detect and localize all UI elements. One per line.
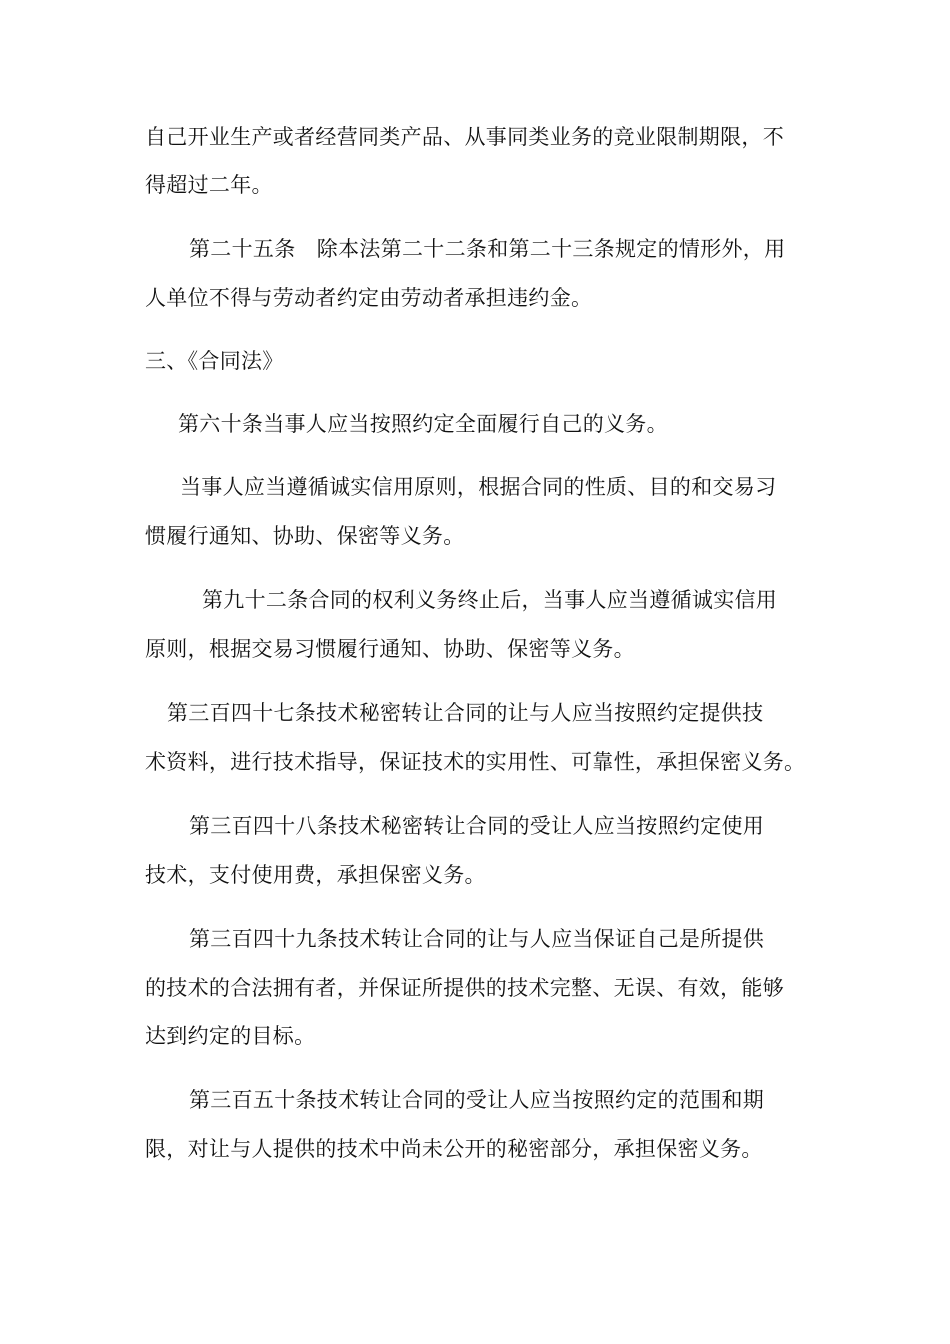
paragraph-line: 第六十条当事人应当按照约定全面履行自己的义务。 — [178, 412, 668, 436]
paragraph-line: 达到约定的目标。 — [145, 1024, 316, 1048]
section-heading: 三、《合同法》 — [145, 349, 284, 373]
paragraph-line: 限，对让与人提供的技术中尚未公开的秘密部分，承担保密义务。 — [145, 1137, 763, 1161]
paragraph-line: 第三百四十八条技术秘密转让合同的受让人应当按照约定使用 — [189, 814, 765, 838]
paragraph-line: 自己开业生产或者经营同类产品、从事同类业务的竞业限制期限，不 — [145, 125, 784, 149]
paragraph-line: 人单位不得与劳动者约定由劳动者承担违约金。 — [145, 286, 593, 310]
paragraph-line: 原则，根据交易习惯履行通知、协助、保密等义务。 — [145, 637, 635, 661]
paragraph-line: 术资料，进行技术指导，保证技术的实用性、可靠性，承担保密义务。 — [145, 750, 806, 774]
paragraph-line: 第二十五条 除本法第二十二条和第二十三条规定的情形外，用 — [189, 237, 786, 261]
paragraph-line: 的技术的合法拥有者，并保证所提供的技术完整、无误、有效，能够 — [145, 976, 784, 1000]
paragraph-line: 惯履行通知、协助、保密等义务。 — [145, 524, 465, 548]
paragraph-line: 当事人应当遵循诚实信用原则，根据合同的性质、目的和交易习 — [180, 475, 777, 499]
paragraph-line: 第三百四十九条技术转让合同的让与人应当保证自己是所提供 — [189, 927, 765, 951]
paragraph-line: 第三百五十条技术转让合同的受让人应当按照约定的范围和期 — [189, 1088, 765, 1112]
paragraph-line: 第三百四十七条技术秘密转让合同的让与人应当按照约定提供技 — [167, 701, 764, 725]
paragraph-line: 技术，支付使用费，承担保密义务。 — [145, 863, 486, 887]
paragraph-line: 第九十二条合同的权利义务终止后，当事人应当遵循诚实信用 — [202, 588, 778, 612]
paragraph-line: 得超过二年。 — [145, 173, 273, 197]
